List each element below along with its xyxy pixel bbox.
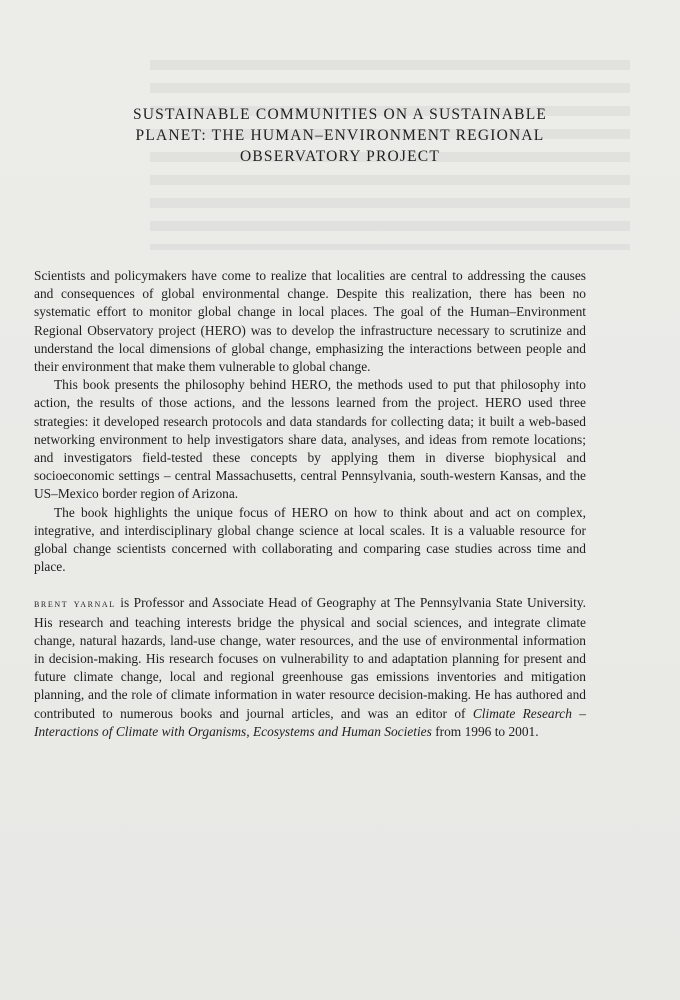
journal-title: Climate Research – Interactions of Climate with Organisms, Ecosystems and Human Societies — [34, 705, 586, 739]
author-name: brent yarnal — [34, 598, 116, 611]
paragraph-3: The book highlights the unique focus of HERO on how to think about and act on complex, integrative, and interdisciplinary global change science at local scales. It is a valuable resource for global change scientists concerned with collaborating and comparing case studies across time and place. — [34, 504, 586, 575]
author-bio-main: is Professor and Associate Head of Geography at The Pennsylvania State University. His research and teaching interests bridge the physical and social sciences, and integrate climate change, natural hazards, land-use change, water resources, and the use of environmental information in decision-making. His research focuses on vulnerability to and adaptation planning for present and future climate change, local and regional greenhouse gas emissions inventories and mitigation planning, and the role of climate information in water resource decision-making. He has authored and contributed to numerous books and journal articles, and was an editor of — [34, 595, 586, 721]
description-body — [34, 267, 586, 741]
paragraph-1: Scientists and policymakers have come to realize that localities are central to addressing the causes and consequences of global environmental change. Despite this realization, there has been no systematic effort to monitor global change in local places. The goal of the Human–Environment Regional Observatory project (HERO) was to develop the infrastructure necessary to scrutinize and understand the local dimensions of global change, emphasizing the interactions between people and their environment that make them vulnerable to global change. — [34, 268, 586, 375]
title-line-3: OBSERVATORY PROJECT — [239, 148, 440, 165]
title-line-1: SUSTAINABLE COMMUNITIES ON A SUSTAINABLE — [132, 106, 548, 123]
section-spacer — [34, 576, 586, 594]
paragraph-2: This book presents the philosophy behind HERO, the methods used to put that philosophy into action, the results of those actions, and the lessons learned from the project. HERO used three strategies: it developed research protocols and data standards for collecting data; it built a web-based networking environment to help investigators share data, analyses, and ideas from remote locations; and investigators field-tested these concepts by applying them in diverse biophysical and socioeconomic settings – central Massachusetts, central Pennsylvania, south-western Kansas, and the US–Mexico border region of Arizona. — [34, 377, 586, 502]
page-title — [40, 104, 640, 167]
author-bio — [34, 594, 586, 741]
author-bio-end: from 1996 to 2001. — [431, 723, 539, 739]
title-line-2: PLANET: THE HUMAN–ENVIRONMENT REGIONAL — [135, 127, 545, 144]
